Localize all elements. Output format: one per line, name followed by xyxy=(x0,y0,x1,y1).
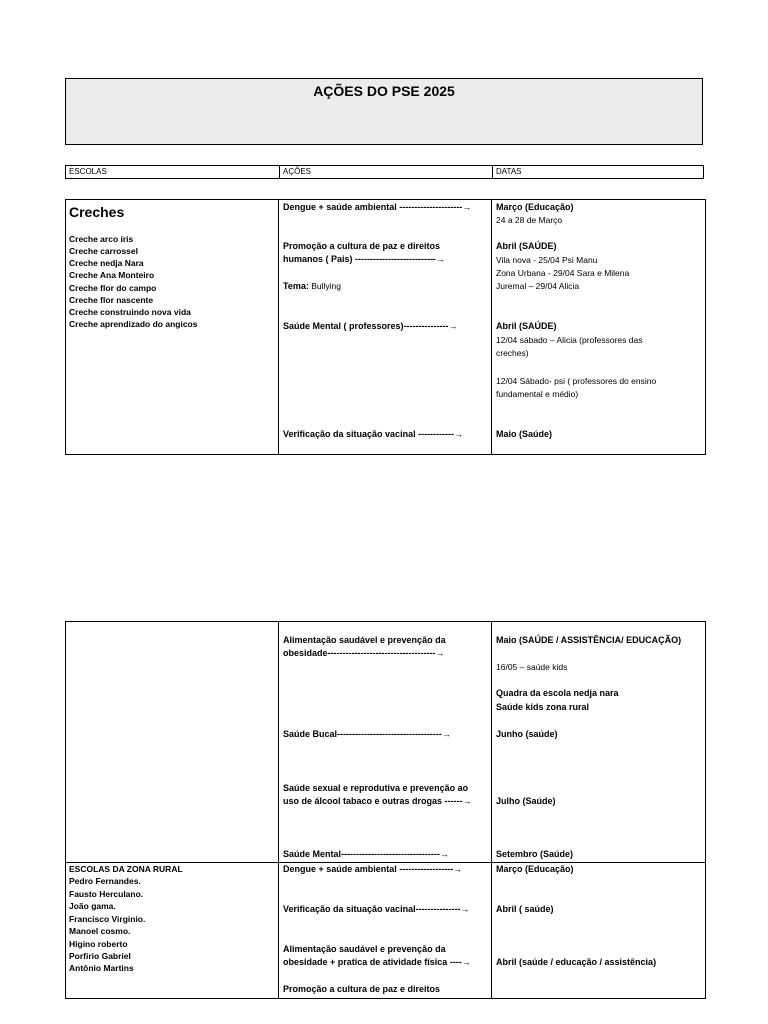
action-item: Saúde Mental---------------------------------→ xyxy=(283,849,449,859)
dates-cell xyxy=(492,200,706,455)
school-item: Manoel cosmo. xyxy=(69,926,131,936)
action-item: Saúde Bucal-----------------------------------→ xyxy=(283,729,451,739)
date-detail: 24 a 28 de Março xyxy=(496,215,563,225)
school-item: Porfirio Gabriel xyxy=(69,951,131,961)
table-continuation xyxy=(65,621,706,999)
school-item: Creche nedja Nara xyxy=(69,258,144,268)
date-detail: creches) xyxy=(496,348,529,358)
date-title: Abril (SAÚDE) xyxy=(496,321,557,331)
date-detail: Vila nova - 25/04 Psi Manu xyxy=(496,255,598,265)
date-title: Abril ( saúde) xyxy=(496,904,554,914)
date-title: Maio (SAÚDE / ASSISTÊNCIA/ EDUCAÇÃO) xyxy=(496,635,682,645)
action-item: Verificação da situação vacinal---------------→ xyxy=(283,904,470,914)
school-item: Creche Ana Monteiro xyxy=(69,270,155,280)
date-title: Julho (Saúde) xyxy=(496,796,556,806)
schools-cell xyxy=(66,863,279,999)
header-acoes: AÇÕES xyxy=(279,166,492,178)
date-title: Março (Educação) xyxy=(496,202,574,212)
school-item: Creche flor do campo xyxy=(69,283,157,293)
actions-cell xyxy=(279,622,492,863)
action-item: Dengue + saúde ambiental ---------------------→ xyxy=(283,202,472,212)
tema-label: Tema: xyxy=(283,281,309,291)
date-title: Junho (saúde) xyxy=(496,729,558,739)
date-title: Maio (Saúde) xyxy=(496,429,553,439)
school-item: Francisco Virginio. xyxy=(69,914,146,924)
header-datas: DATAS xyxy=(492,166,705,178)
action-item: Dengue + saúde ambiental ------------------→ xyxy=(283,864,463,874)
action-item: Saúde sexual e reprodutiva e prevenção ao xyxy=(283,783,469,793)
action-item: humanos ( Pais) ---------------------------→ xyxy=(283,254,445,264)
header-row xyxy=(65,165,704,179)
title-box xyxy=(65,78,703,145)
dates-cell xyxy=(492,622,706,863)
action-item: Promoção a cultura de paz e direitos xyxy=(283,984,441,994)
action-item: uso de álcool tabaco e outras drogas ------→ xyxy=(283,796,472,806)
school-item: Antônio Martins xyxy=(69,963,134,973)
date-detail: fundamental e médio) xyxy=(496,389,579,399)
date-title: Setembro (Saúde) xyxy=(496,849,574,859)
table-row xyxy=(66,863,706,999)
date-detail: Juremal – 29/04 Alicia xyxy=(496,281,580,291)
header-escolas: ESCOLAS xyxy=(69,167,107,176)
date-detail: 16/05 – saúde kids xyxy=(496,662,568,672)
table-row xyxy=(66,622,706,863)
date-detail: 12/04 sábado – Alicia (professores das xyxy=(496,335,643,345)
page-title: AÇÕES DO PSE 2025 xyxy=(313,83,455,99)
tema-value: Bullying xyxy=(308,281,341,291)
group-title: Creches xyxy=(69,204,125,220)
school-item: Fausto Herculano. xyxy=(69,889,144,899)
schools-cell-empty xyxy=(66,622,279,863)
dates-cell xyxy=(492,863,706,999)
action-item: Alimentação saudável e prevenção da xyxy=(283,944,446,954)
date-title: Abril (SAÚDE) xyxy=(496,241,557,251)
table-creches xyxy=(65,199,706,455)
schools-cell xyxy=(66,200,279,455)
action-item: obesidade + pratica de atividade física ----→ xyxy=(283,957,471,967)
actions-cell xyxy=(279,863,492,999)
school-item: João gama. xyxy=(69,901,116,911)
date-title: Março (Educação) xyxy=(496,864,574,874)
school-item: Creche aprendizado do angicos xyxy=(69,319,198,329)
school-item: Creche carrossel xyxy=(69,246,138,256)
date-detail: Quadra da escola nedja nara xyxy=(496,688,619,698)
action-item: obesidade------------------------------------→ xyxy=(283,648,445,658)
school-group-title: ESCOLAS DA ZONA RURAL xyxy=(69,864,183,874)
date-title: Abril (saúde / educação / assistência) xyxy=(496,957,657,967)
date-detail: 12/04 Sábado- psi ( professores do ensino xyxy=(496,376,657,386)
date-detail: Saúde kids zona rural xyxy=(496,702,590,712)
tema-line xyxy=(283,280,341,293)
school-item: Creche construindo nova vida xyxy=(69,307,191,317)
school-item: Pedro Fernandes. xyxy=(69,876,141,886)
table-row xyxy=(66,200,706,455)
action-item: Saúde Mental ( professores)---------------→ xyxy=(283,321,458,331)
school-item: Higino roberto xyxy=(69,939,128,949)
date-detail: Zona Urbana - 29/04 Sara e Milena xyxy=(496,268,630,278)
actions-cell xyxy=(279,200,492,455)
action-item: Verificação da situação vacinal ------------→ xyxy=(283,429,464,439)
school-item: Creche arco íris xyxy=(69,234,134,244)
action-item: Promoção a cultura de paz e direitos xyxy=(283,241,441,251)
school-item: Creche flor nascente xyxy=(69,295,154,305)
action-item: Alimentação saudável e prevenção da xyxy=(283,635,446,645)
